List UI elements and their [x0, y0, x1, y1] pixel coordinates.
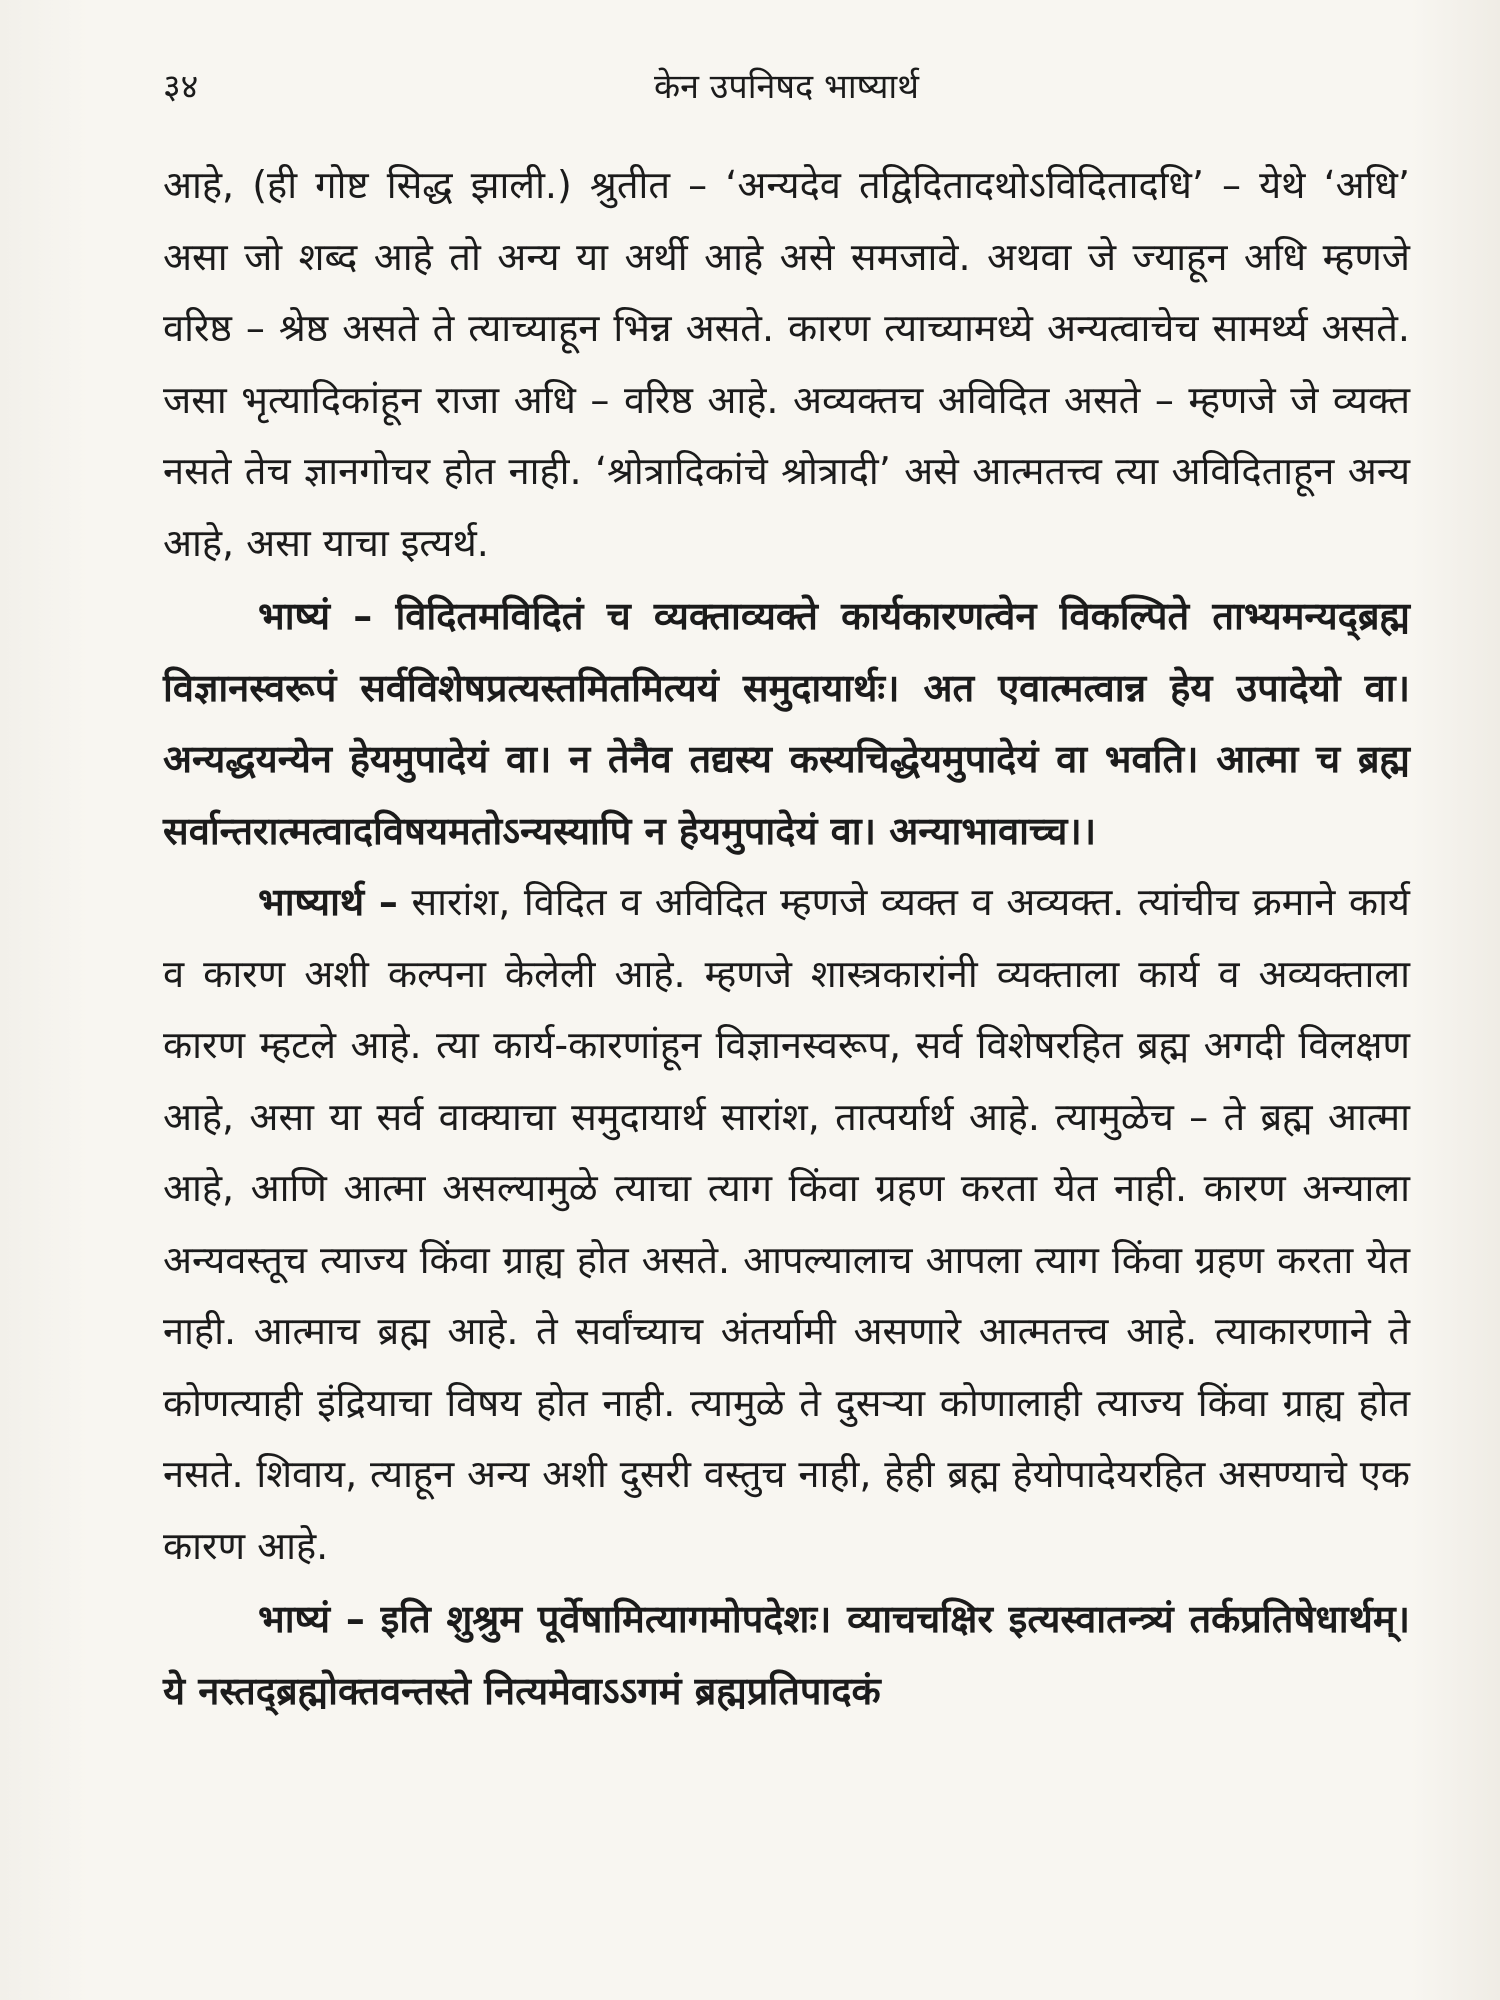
bhashya-label: भाष्यं – — [258, 594, 373, 638]
page-header — [163, 0, 1410, 150]
bhashya-label-2: भाष्यं – — [258, 1597, 365, 1641]
bhashya-text: विदितमविदितं च व्यक्ताव्यक्ते कार्यकारणत्वेन विकल्पिते ताभ्यमन्यद्ब्रह्म विज्ञानस्वरूपं सर्वविशेषप्रत्यस्तमितमित्ययं समुदायार्थः। अत एवात्मत्वान्न हेय उपादेयो वा। अन्यद्धयन्येन हेयमुपादेयं वा। न तेनैव तद्यस्य कस्यचिद्धेयमुपादेयं वा भवति। आत्मा च ब्रह्म सर्वान्तरात्मत्वादविषयमतोऽन्यस्यापि न हेयमुपादेयं वा। अन्याभावाच्च।। — [163, 594, 1410, 853]
bhashyartha-label: भाष्यार्थ – — [258, 880, 398, 924]
bhashya-paragraph-1 — [163, 581, 1410, 867]
page-number: ३४ — [163, 67, 199, 107]
commentary-paragraph-1: आहे, (ही गोष्ट सिद्ध झाली.) श्रुतीत – ‘अन्यदेव तद्विदितादथोऽविदितादधि’ – येथे ‘अधि’ असा जो शब्द आहे तो अन्य या अर्थी आहे असे समजावे. अथवा जे ज्याहून अधि म्हणजे वरिष्ठ – श्रेष्ठ असते ते त्याच्याहून भिन्न असते. कारण त्याच्यामध्ये अन्यत्वाचेच सामर्थ्य असते. जसा भृत्यादिकांहून राजा अधि – वरिष्ठ आहे. अव्यक्तच अविदित असते – म्हणजे जे व्यक्त नसते तेच ज्ञानगोचर होत नाही. ‘श्रोत्रादिकांचे श्रोत्रादी’ असे आत्मतत्त्व त्या अविदिताहून अन्य आहे, असा याचा इत्यर्थ. — [163, 163, 1410, 565]
bhashyartha-text: सारांश, विदित व अविदित म्हणजे व्यक्त व अव्यक्त. त्यांचीच क्रमाने कार्य व कारण अशी कल्पना केलेली आहे. म्हणजे शास्त्रकारांनी व्यक्ताला कार्य व अव्यक्ताला कारण म्हटले आहे. त्या कार्य-कारणांहून विज्ञानस्वरूप, सर्व विशेषरहित ब्रह्म अगदी विलक्षण आहे, असा या सर्व वाक्याचा समुदायार्थ सारांश, तात्पर्यार्थ आहे. त्यामुळेच – ते ब्रह्म आत्मा आहे, आणि आत्मा असल्यामुळे त्याचा त्याग किंवा ग्रहण करता येत नाही. कारण अन्याला अन्यवस्तूच त्याज्य किंवा ग्राह्य होत असते. आपल्यालाच आपला त्याग किंवा ग्रहण करता येत नाही. आत्माच ब्रह्म आहे. ते सर्वांच्याच अंतर्यामी असणारे आत्मतत्त्व आहे. त्याकारणाने ते कोणत्याही इंद्रियाचा विषय होत नाही. त्यामुळे ते दुसऱ्या कोणालाही त्याज्य किंवा ग्राह्य होत नसते. शिवाय, त्याहून अन्य अशी दुसरी वस्तुच नाही, हेही ब्रह्म हेयोपादेयरहित असण्याचे एक कारण आहे. — [163, 880, 1410, 1568]
bhashyartha-paragraph — [163, 867, 1410, 1582]
bhashya-paragraph-2 — [163, 1584, 1410, 1727]
bhashya-text-2: इति शुश्रुम पूर्वेषामित्यागमोपदेशः। व्याचचक्षिर इत्यस्वातन्त्र्यं तर्कप्रतिषेधार्थम्। ये नस्तद्ब्रह्मोक्तवन्तस्ते नित्यमेवाऽऽगमं ब्रह्मप्रतिपादकं — [163, 1597, 1410, 1713]
running-title: केन उपनिषद भाष्यार्थ — [654, 67, 919, 107]
